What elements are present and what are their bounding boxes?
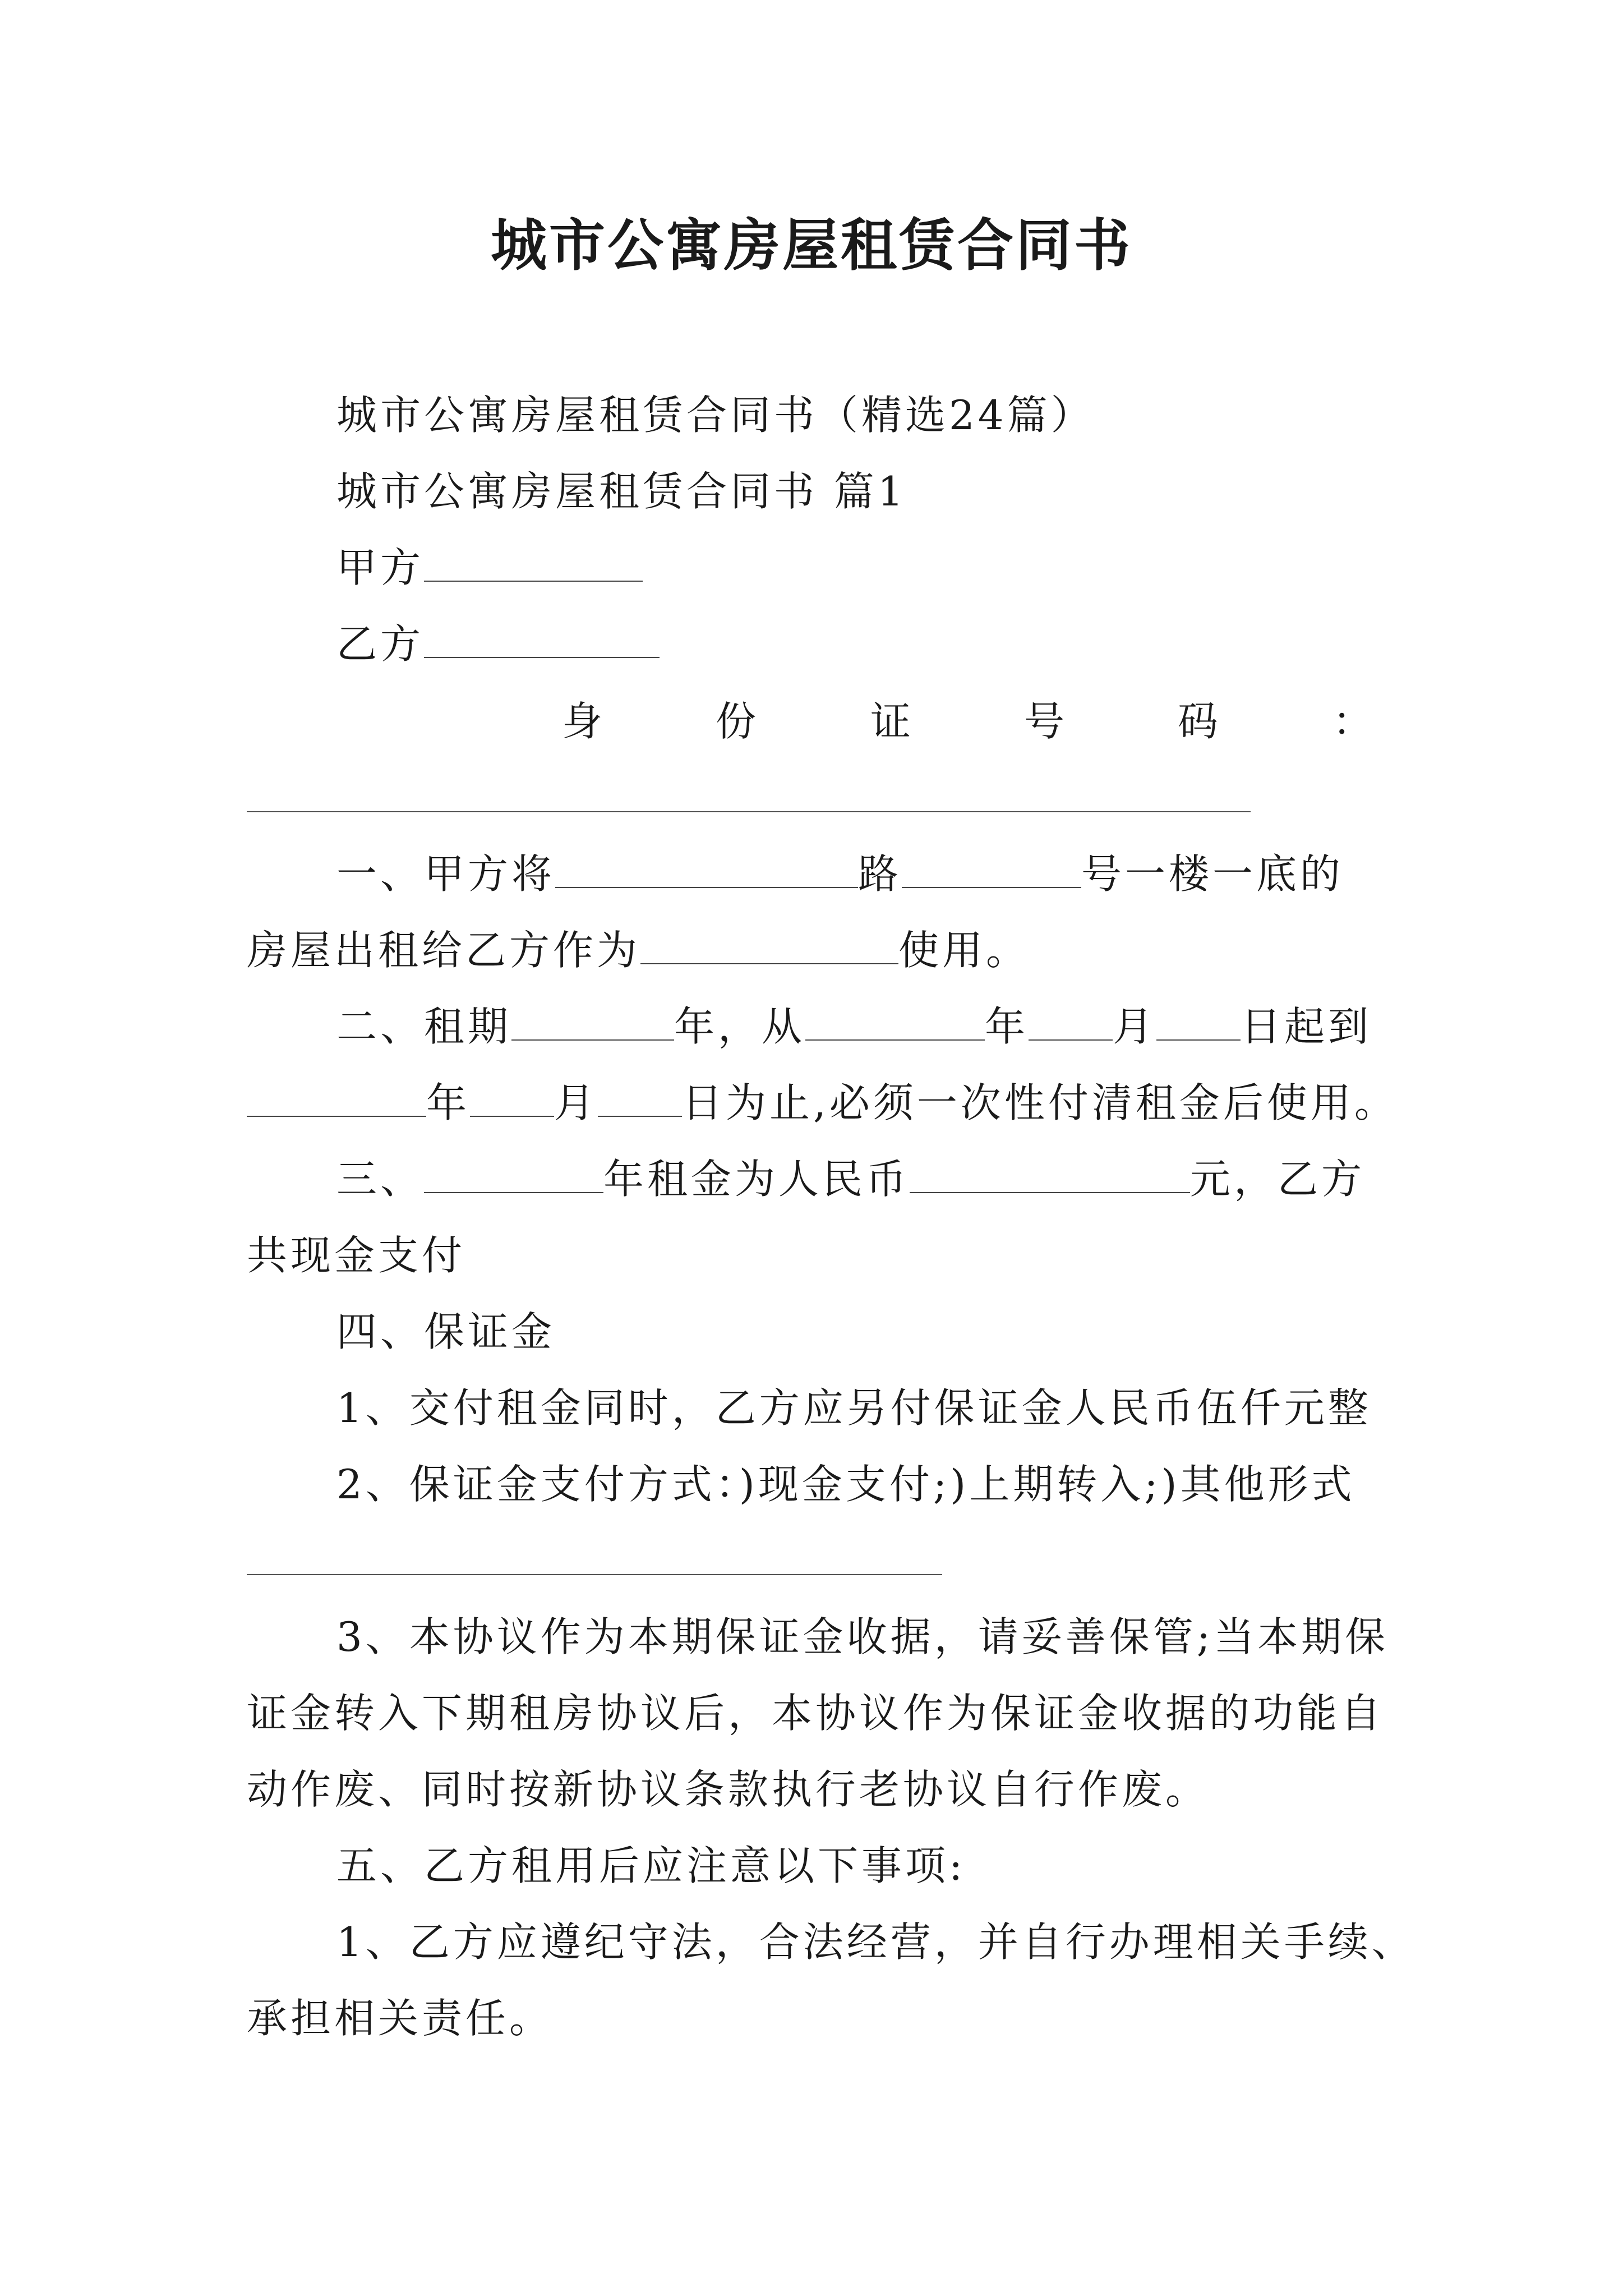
clause-2-line-2 — [247, 1075, 1398, 1131]
id-char-1: 身 — [562, 698, 603, 745]
end-month-blank[interactable] — [470, 1075, 554, 1117]
clause-2-text-h: 日为止,必须一次性付清租金后使用。 — [682, 1079, 1398, 1126]
clause-1-text-c: 号一楼一底的 — [1081, 850, 1344, 898]
clause-4-item-3-line-3: 动作废、同时按新协议条款执行老协议自行作废。 — [247, 1766, 1210, 1813]
clause-5-item-1-line-2: 承担相关责任。 — [247, 1995, 554, 2042]
clause-2-text-a: 二、租期 — [336, 1003, 512, 1050]
party-b-blank[interactable] — [424, 616, 660, 658]
clause-3-line-1 — [336, 1151, 1365, 1207]
clause-1-text-d: 房屋出租给乙方作为 — [247, 927, 641, 974]
clause-3-text-d: 共现金支付 — [247, 1232, 466, 1279]
clause-1-text-e: 使用。 — [898, 927, 1030, 974]
party-a-line — [336, 540, 643, 596]
clause-5-heading: 五、乙方租用后应注意以下事项: — [336, 1842, 966, 1889]
subtitle: 城市公寓房屋租赁合同书（精选24篇） — [336, 392, 1095, 439]
clause-1-text-a: 一、甲方将 — [336, 850, 556, 898]
road-blank[interactable] — [555, 846, 858, 888]
clause-1-text-b: 路 — [858, 850, 902, 898]
clause-2-text-f: 年 — [426, 1079, 471, 1126]
page-title: 城市公寓房屋租赁合同书 — [491, 212, 1132, 278]
clause-2-text-e: 日起到 — [1241, 1003, 1372, 1050]
end-day-blank[interactable] — [598, 1075, 682, 1117]
clause-1-line-2 — [247, 922, 1030, 978]
clause-2-text-c: 年 — [985, 1003, 1029, 1050]
clause-2-line-1 — [336, 999, 1372, 1055]
other-form-blank[interactable] — [247, 1574, 942, 1575]
clause-3-text-b: 年租金为人民币 — [603, 1156, 910, 1203]
start-month-blank[interactable] — [1029, 999, 1113, 1041]
end-year-blank[interactable] — [247, 1075, 426, 1117]
section-heading: 城市公寓房屋租赁合同书 篇1 — [336, 468, 907, 515]
clause-4-item-2: 2、保证金支付方式：)现金支付;)上期转入;)其他形式 — [336, 1461, 1355, 1508]
start-day-blank[interactable] — [1156, 999, 1241, 1041]
clause-2-text-d: 月 — [1113, 1003, 1157, 1050]
party-b-line — [336, 616, 660, 672]
party-a-blank[interactable] — [424, 540, 643, 582]
number-blank[interactable] — [902, 846, 1081, 888]
id-char-5: 码 — [1178, 698, 1219, 745]
id-char-4: 号 — [1024, 698, 1065, 745]
rent-year-blank[interactable] — [424, 1152, 603, 1193]
clause-4-item-3-line-2: 证金转入下期租房协议后，本协议作为保证金收据的功能自 — [247, 1690, 1385, 1737]
start-year-blank[interactable] — [805, 999, 985, 1041]
id-char-3: 证 — [870, 698, 911, 745]
clause-3-text-a: 三、 — [336, 1156, 425, 1203]
id-char-6: ： — [1332, 698, 1373, 745]
usage-blank[interactable] — [640, 923, 898, 964]
clause-2-text-g: 月 — [554, 1079, 598, 1126]
term-years-blank[interactable] — [511, 999, 674, 1041]
clause-4-item-3-line-1: 3、本协议作为本期保证金收据，请妥善保管;当本期保 — [336, 1613, 1389, 1660]
clause-3-text-c: 元，乙方 — [1190, 1156, 1366, 1203]
clause-1-line-1 — [336, 846, 1344, 902]
rent-amount-blank[interactable] — [910, 1152, 1190, 1193]
clause-5-item-1-line-1: 1、乙方应遵纪守法，合法经营，并自行办理相关手续、 — [336, 1918, 1415, 1966]
clause-4-item-1: 1、交付租金同时，乙方应另付保证金人民币伍仟元整 — [336, 1384, 1372, 1432]
clause-4-heading: 四、保证金 — [336, 1308, 556, 1355]
id-number-blank[interactable] — [247, 811, 1251, 812]
id-char-2: 份 — [716, 698, 757, 745]
party-b-label: 乙方 — [336, 620, 425, 668]
clause-2-text-b: 年，从 — [674, 1003, 806, 1050]
party-a-label: 甲方 — [336, 544, 425, 591]
